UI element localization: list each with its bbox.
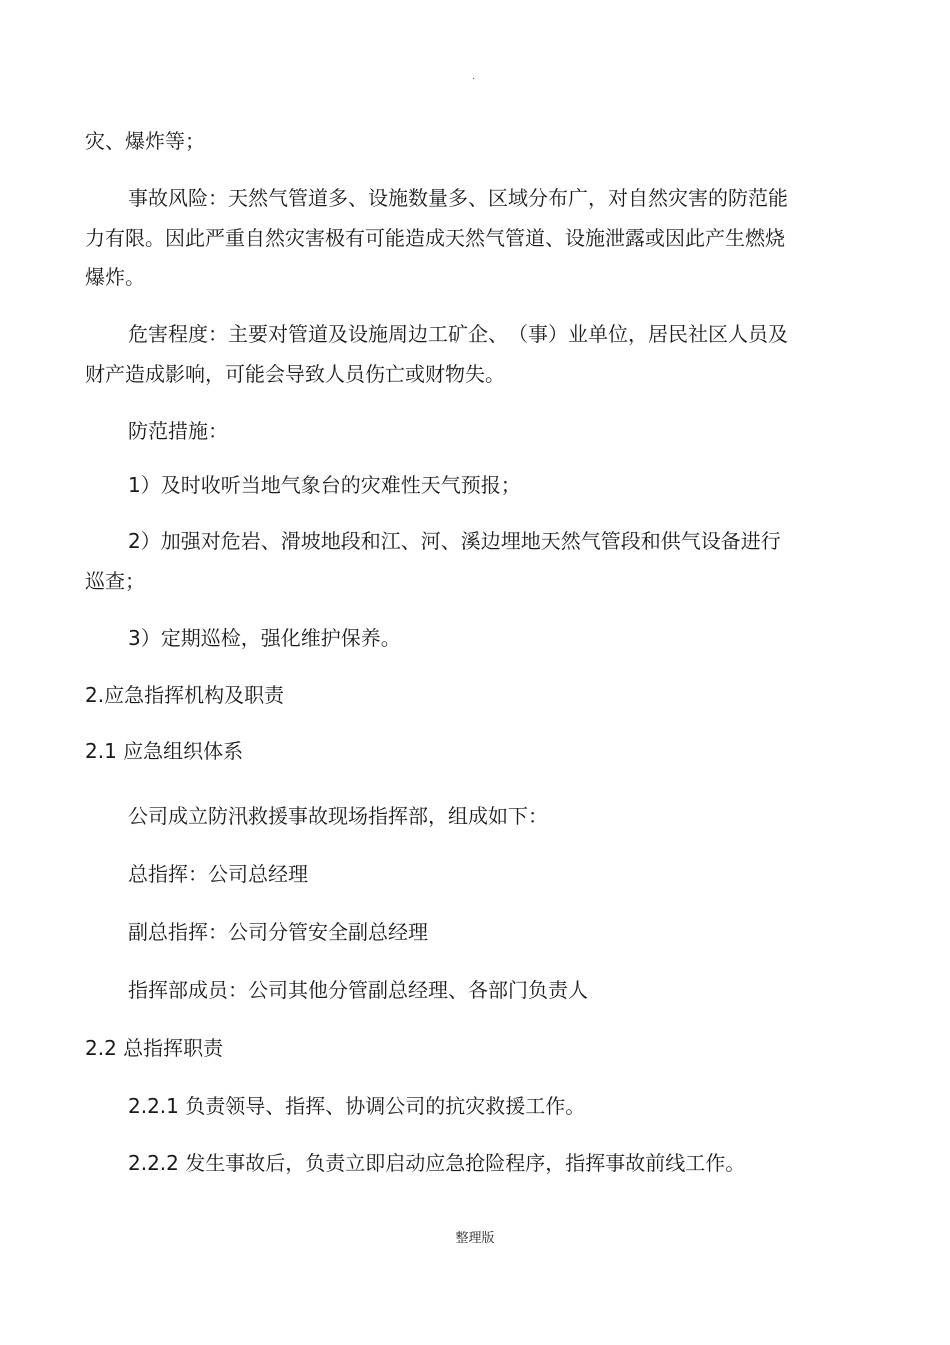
paragraph-line: 总指挥：公司总经理	[128, 862, 308, 886]
paragraph-line: 事故风险：天然气管道多、设施数量多、区域分布广，对自然灾害的防范能	[128, 186, 788, 210]
paragraph-line: 指挥部成员：公司其他分管副总经理、各部门负责人	[128, 978, 588, 1002]
header-mark: .	[472, 71, 476, 82]
paragraph-line: 公司成立防汛救援事故现场指挥部，组成如下：	[128, 804, 548, 828]
paragraph-line: 2.2.1 负责领导、指挥、协调公司的抗灾救援工作。	[128, 1094, 586, 1118]
list-item-continuation: 巡查；	[85, 569, 145, 593]
subsection-heading: 2.2 总指挥职责	[85, 1036, 224, 1060]
paragraph-line: 灾、爆炸等；	[85, 129, 205, 153]
page-footer: 整理版	[455, 1231, 495, 1246]
paragraph-line: 力有限。因此严重自然灾害极有可能造成天然气管道、设施泄露或因此产生燃烧	[85, 226, 785, 250]
list-item: 1）及时收听当地气象台的灾难性天气预报；	[128, 473, 521, 497]
paragraph-line: 财产造成影响，可能会导致人员伤亡或财物失。	[85, 362, 505, 386]
subsection-heading: 2.1 应急组织体系	[85, 739, 244, 763]
paragraph-line: 爆炸。	[85, 265, 145, 289]
paragraph-line: 2.2.2 发生事故后，负责立即启动应急抢险程序，指挥事故前线工作。	[128, 1151, 746, 1175]
section-heading: 2.应急指挥机构及职责	[85, 683, 285, 707]
list-item: 3）定期巡检，强化维护保养。	[128, 626, 401, 650]
paragraph-line: 副总指挥：公司分管安全副总经理	[128, 920, 428, 944]
paragraph-line: 危害程度：主要对管道及设施周边工矿企、 （事）业单位，居民社区人员及	[128, 322, 788, 346]
paragraph-line: 防范措施：	[128, 419, 228, 443]
list-item: 2）加强对危岩、滑坡地段和江、河、溪边埋地天然气管段和供气设备进行	[128, 529, 781, 553]
